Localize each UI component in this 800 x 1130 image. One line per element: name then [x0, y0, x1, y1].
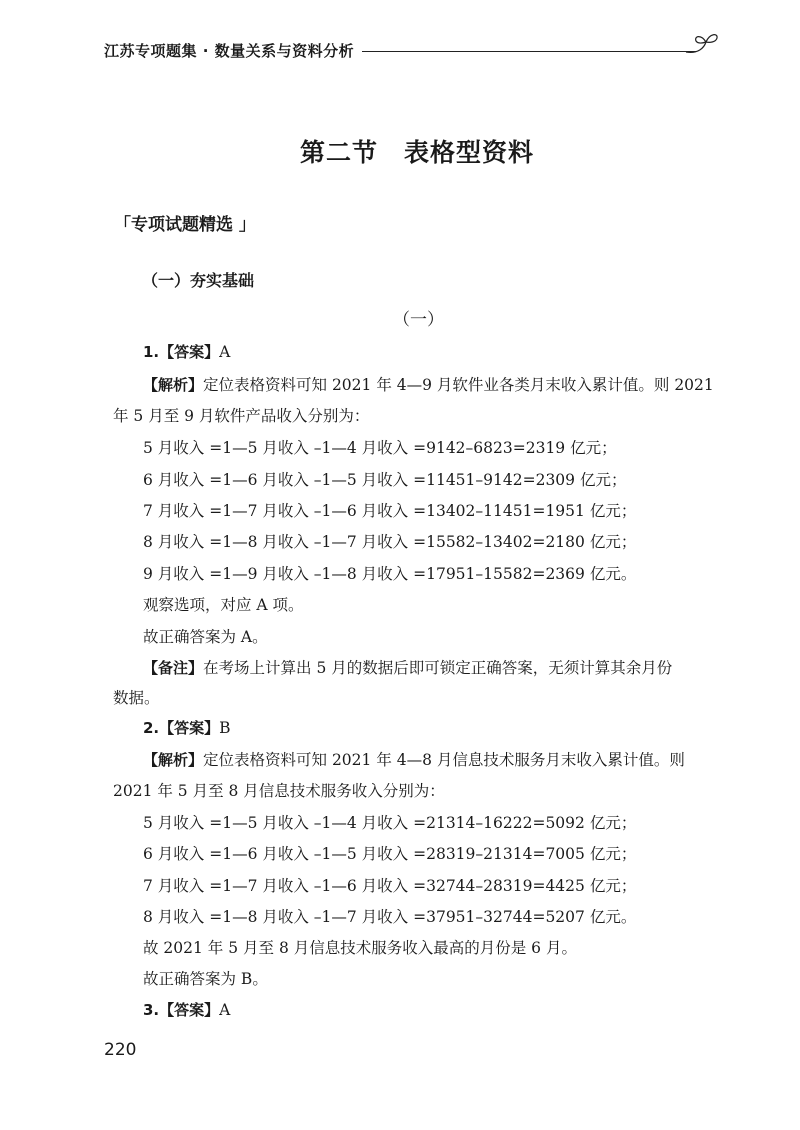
q2-highest: 故 2021 年 5 月至 8 月信息技术服务收入最高的月份是 6 月。: [143, 939, 577, 957]
q1-note-line-1: [143, 656, 672, 678]
section-title: 第二节 表格型资料: [300, 138, 535, 167]
q1-calc-line: 9 月收入 =1—9 月收入 –1—8 月收入 =17951–15582=2369 亿元。: [143, 565, 637, 583]
q3-answer: [143, 999, 230, 1020]
analysis-text: 定位表格资料可知 2021 年 4—9 月软件业各类月末收入累计值。则 2021: [203, 376, 714, 394]
page-number: 220: [104, 1040, 137, 1060]
running-header: [104, 40, 714, 70]
q1-analysis-line-1: [143, 373, 714, 395]
note-text: 在考场上计算出 5 月的数据后即可锁定正确答案，无须计算其余月份: [203, 659, 673, 677]
answer-label: 2.【答案】: [143, 719, 220, 737]
q2-conclusion: 故正确答案为 B。: [143, 970, 268, 988]
q1-conclusion: 故正确答案为 A。: [143, 628, 268, 646]
q1-answer: [143, 341, 230, 362]
analysis-label: 【解析】: [143, 376, 204, 394]
answer-value: A: [219, 343, 231, 361]
q2-calc-line: 6 月收入 =1—6 月收入 –1—5 月收入 =28319–21314=7005 亿元；: [143, 845, 637, 863]
q1-calc-line: 7 月收入 =1—7 月收入 –1—6 月收入 =13402–11451=1951 亿元；: [143, 502, 637, 520]
note-label: 【备注】: [143, 659, 204, 677]
sprout-icon: [684, 30, 724, 56]
special-heading: 「专项试题精选 」: [114, 215, 256, 235]
q2-analysis-line-2: 2021 年 5 月至 8 月信息技术服务收入分别为：: [113, 782, 445, 800]
q2-analysis-line-1: [143, 748, 685, 770]
answer-value: B: [219, 719, 231, 737]
answer-label: 3.【答案】: [143, 1001, 220, 1019]
analysis-label: 【解析】: [143, 751, 204, 769]
subsection-heading: （一）夯实基础: [142, 271, 255, 290]
q1-note-line-2: 数据。: [113, 689, 160, 707]
q2-calc-line: 5 月收入 =1—5 月收入 –1—4 月收入 =21314–16222=5092 亿元；: [143, 814, 637, 832]
q2-calc-line: 8 月收入 =1—8 月收入 –1—7 月收入 =37951–32744=5207 亿元。: [143, 908, 637, 926]
q1-observe: 观察选项，对应 A 项。: [143, 596, 304, 614]
q1-calc-line: 6 月收入 =1—6 月收入 –1—5 月收入 =11451–9142=2309 亿元；: [143, 471, 627, 489]
header-title: 江苏专项题集 · 数量关系与资料分析: [104, 42, 355, 60]
q1-calc-line: 8 月收入 =1—8 月收入 –1—7 月收入 =15582–13402=2180 亿元；: [143, 533, 637, 551]
header-rule: [362, 51, 696, 52]
answer-value: A: [219, 1001, 231, 1019]
q2-calc-line: 7 月收入 =1—7 月收入 –1—6 月收入 =32744–28319=4425 亿元；: [143, 877, 637, 895]
analysis-text: 定位表格资料可知 2021 年 4—8 月信息技术服务月末收入累计值。则: [203, 751, 685, 769]
answer-label: 1.【答案】: [143, 343, 220, 361]
q1-calc-line: 5 月收入 =1—5 月收入 –1—4 月收入 =9142–6823=2319 亿元；: [143, 439, 617, 457]
q1-analysis-line-2: 年 5 月至 9 月软件产品收入分别为：: [113, 407, 370, 425]
group-number: （一）: [393, 310, 444, 330]
q2-answer: [143, 717, 231, 738]
